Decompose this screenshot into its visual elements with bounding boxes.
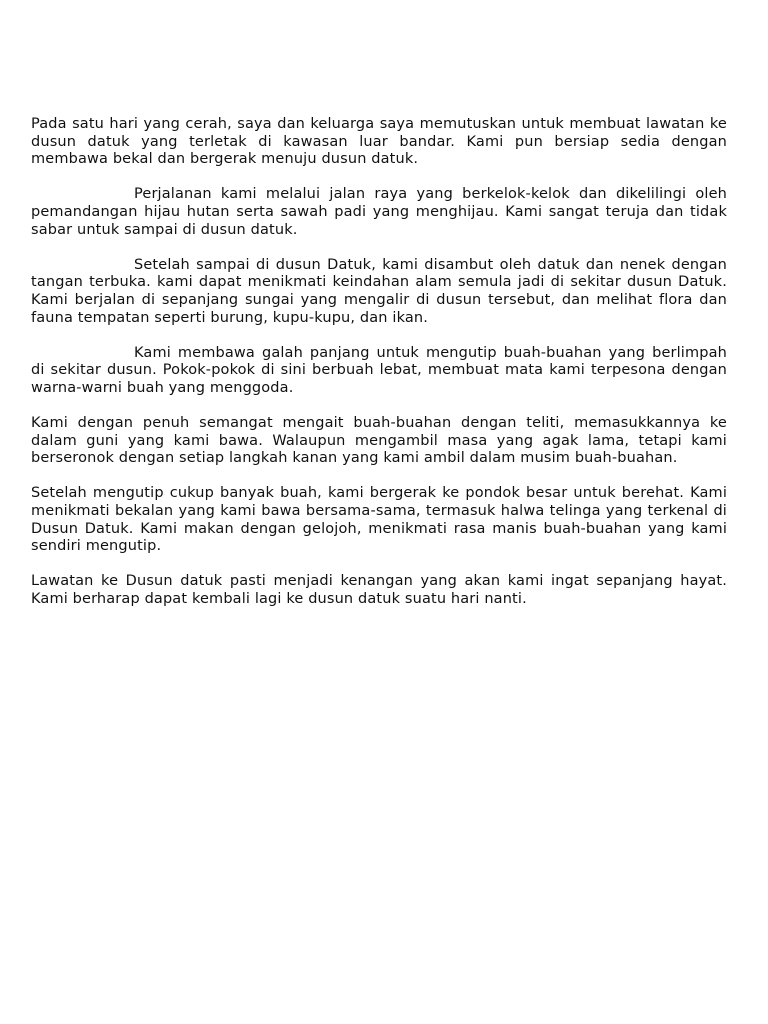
paragraph-7: Lawatan ke Dusun datuk pasti menjadi kenangan yang akan kami ingat sepanjang hayat. Kami berharap dapat kembali lagi ke dusun datuk suatu hari nanti. <box>31 573 727 608</box>
paragraph-1: Pada satu hari yang cerah, saya dan keluarga saya memutuskan untuk membuat lawatan ke dusun datuk yang terletak di kawasan luar bandar. Kami pun bersiap sedia dengan membawa bekal dan bergerak menuju dusun datuk. <box>31 116 727 168</box>
paragraph-3: Setelah sampai di dusun Datuk, kami disambut oleh datuk dan nenek dengan tangan terbuka. kami dapat menikmati keindahan alam semula jadi di sekitar dusun Datuk. Kami berjalan di sepanjang sungai yang mengalir di dusun tersebut, dan melihat flora dan fauna tempatan seperti burung, kupu-kupu, dan ikan. <box>31 256 727 326</box>
document-body <box>31 116 727 626</box>
paragraph-2: Perjalanan kami melalui jalan raya yang berkelok-kelok dan dikelilingi oleh pemandangan hijau hutan serta sawah padi yang menghijau. Kami sangat teruja dan tidak sabar untuk sampai di dusun datuk. <box>31 186 727 238</box>
paragraph-6: Setelah mengutip cukup banyak buah, kami bergerak ke pondok besar untuk berehat. Kami menikmati bekalan yang kami bawa bersama-sama, termasuk halwa telinga yang terkenal di Dusun Datuk. Kami makan dengan gelojoh, menikmati rasa manis buah-buahan yang kami sendiri mengutip. <box>31 485 727 555</box>
paragraph-5: Kami dengan penuh semangat mengait buah-buahan dengan teliti, memasukkannya ke dalam guni yang kami bawa. Walaupun mengambil masa yang agak lama, tetapi kami berseronok dengan setiap langkah kanan yang kami ambil dalam musim buah-buahan. <box>31 415 727 467</box>
paragraph-4: Kami membawa galah panjang untuk mengutip buah-buahan yang berlimpah di sekitar dusun. Pokok-pokok di sini berbuah lebat, membuat mata kami terpesona dengan warna-warni buah yang menggoda. <box>31 344 727 396</box>
